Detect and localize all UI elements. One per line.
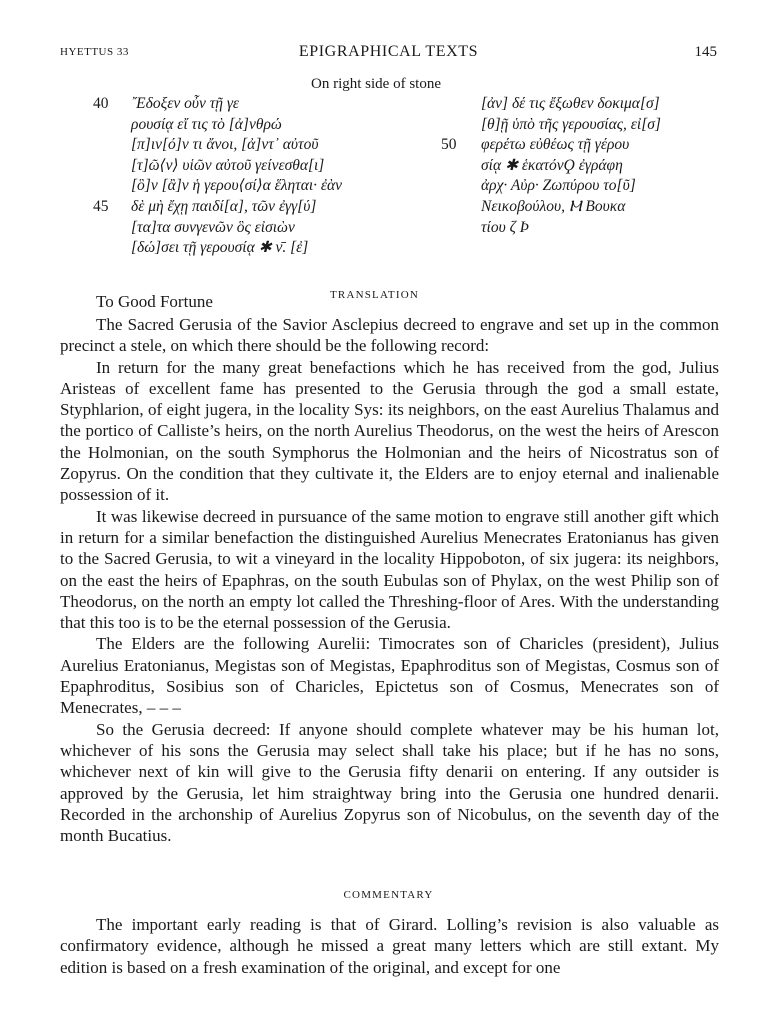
translation-paragraph: The Elders are the following Aurelii: Timocrates son of Charicles (president), Julius Aurelius Eratonianus, Megistas son of Megistas, Epaphroditus son of Megistas, Cosmus son of Epaphroditus, Sosibius son of Charicles, Epictetus son of Cosmus, Menecrates son of Menecrates, – – – — [60, 634, 719, 718]
greek-line: [δώ]σει τῇ γερουσίᾳ ✱ ν̄. [ἐ] — [131, 239, 309, 257]
line-number-50: 50 — [441, 136, 457, 153]
greek-line: [θ]ῇ ὑπὸ τῆς γερουσίας, εἰ[σ] — [481, 115, 661, 133]
translation-paragraph: The Sacred Gerusia of the Savior Asclepius decreed to engrave and set up in the common precinct a stele, on which there should be the following record: — [60, 315, 719, 356]
greek-line: τίου ζ Ϸ — [481, 218, 530, 236]
running-head-left: HYETTUS 33 — [60, 46, 129, 58]
greek-text-right-column — [481, 94, 661, 238]
commentary-body — [60, 914, 719, 978]
commentary-header: COMMENTARY — [343, 889, 434, 901]
greek-line: [τα]τα συνγενῶν ὃς εἰσιὼν — [131, 218, 295, 236]
greek-line: φερέτω εὐθέως τῇ γέρου — [481, 136, 630, 154]
running-head-title: EPIGRAPHICAL TEXTS — [298, 43, 479, 60]
greek-line: [ὃ]ν [ἂ]ν ἡ γερου⟨σί⟩α ἕληται· ἐὰν — [131, 177, 343, 195]
translation-heading-line: To Good Fortune — [96, 292, 213, 311]
translation-paragraph: In return for the many great benefactions which he has received from the god, Julius Aristeas of excellent fame has presented to the Gerusia through the god a small estate, Styphlarion, of eight jugera, in the locality Sys: its neighbors, on the east Aurelius Thalamus and the portico of Calliste’s heirs, on the north Aurelius Theodorus, on the west the heirs of Arescon the Holmonian, on the south Symphorus the Holmonian and the heirs of Nicostratus son of Zopyrus. On the condition that they cultivate it, the Elders are to enjoy eternal and inalienable possession of it. — [60, 357, 719, 505]
greek-line: [ἀν] δέ τις ἔξωθεν δοκιμα[σ] — [481, 95, 660, 112]
translation-body — [60, 314, 719, 846]
greek-line: [τ]ῶ⟨ν⟩ υἱῶν αὐτοῦ γείνεσθα[ι] — [131, 156, 325, 174]
greek-line: ἀρχ· Αὐρ· Ζωπύρου το[ῦ] — [481, 177, 636, 195]
line-number-45: 45 — [93, 198, 109, 215]
translation-paragraph: So the Gerusia decreed: If anyone should complete whatever may be his human lot, whichever of his sons the Gerusia may select shall take his place; but if he has no sons, whichever next of kin will give to the Gerusia fifty denarii on entering. If any outsider is approved by the Gerusia, let him straightway bring into the Gerusia one hundred denarii. Recorded in the archonship of Aurelius Zopyrus son of Nicobulus, on the seventh day of the month Bucatius. — [60, 719, 719, 846]
greek-text-left-column — [131, 94, 342, 259]
greek-line: ῎Εδοξεν οὖν τῇ γε — [131, 95, 240, 112]
greek-line: [π]ιν[ό]ν τι ἄνοι, [ἀ]ντ᾽ αὐτοῦ — [131, 136, 319, 154]
greek-line: σίᾳ ✱ ἑκατόνϘ ἐγράφη — [481, 156, 623, 174]
translation-paragraph: It was likewise decreed in pursuance of the same motion to engrave still another gift which in return for a similar benefaction the distinguished Aurelius Menecrates Eratonianus has given to the Sacred Gerusia, to wit a vineyard in the locality Hippoboton, of six jugera: its neighbors, on the east the heirs of Epaphras, on the south Eubulas son of Phylax, on the west Philip son of Theodorus, on the north an empty lot called the Threshing-floor of Ares. With the understanding that this too is to be the eternal possession of the Gerusia. — [60, 506, 719, 633]
translation-header: TRANSLATION — [330, 289, 419, 301]
greek-line: Νεικοβούλου, Ⲙ Βουκα — [481, 197, 626, 215]
greek-line: ρουσίᾳ εἴ τις τὸ [ἀ]νθρώ — [131, 115, 282, 133]
line-number-40: 40 — [93, 95, 109, 112]
greek-line: δὲ μὴ ἔχῃ παιδί[α], τῶν ἐγγ[ύ] — [131, 197, 317, 215]
page-number: 145 — [694, 44, 717, 60]
stone-caption: On right side of stone — [311, 76, 441, 92]
commentary-paragraph: The important early reading is that of Girard. Lolling’s revision is also valuable as confirmatory evidence, although he missed a great many letters which are still extant. My edition is based on a fresh examination of the original, and except for one — [60, 915, 719, 977]
